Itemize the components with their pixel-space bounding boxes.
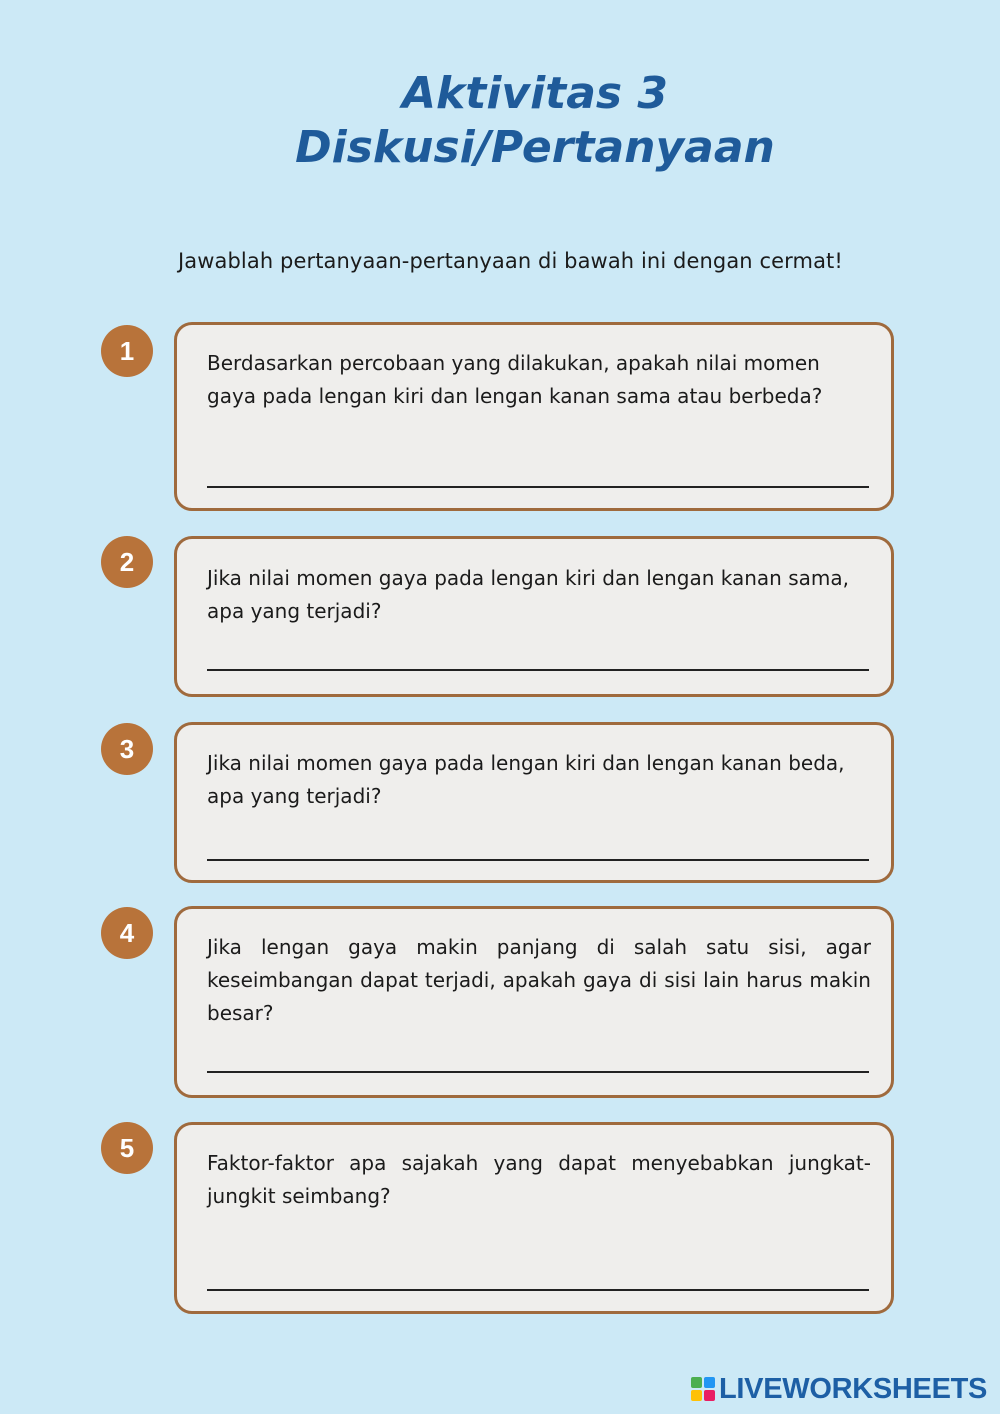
- logo-text: LIVEWORKSHEETS: [719, 1373, 988, 1405]
- liveworksheets-logo[interactable]: [691, 1374, 987, 1404]
- answer-field-4[interactable]: [207, 1071, 869, 1073]
- question-card-4: [174, 906, 894, 1098]
- question-card-3: [174, 722, 894, 883]
- liveworksheets-logo-icon: [691, 1377, 715, 1401]
- question-text-5: Faktor-faktor apa sajakah yang dapat menyebabkan jungkat-jungkit seimbang?: [207, 1151, 871, 1208]
- question-number-badge-3: 3: [101, 723, 153, 775]
- question-text-2: Jika nilai momen gaya pada lengan kiri dan lengan kanan sama, apa yang terjadi?: [207, 566, 849, 623]
- question-text-3: Jika nilai momen gaya pada lengan kiri dan lengan kanan beda, apa yang terjadi?: [207, 751, 845, 808]
- question-number-badge-5: 5: [101, 1122, 153, 1174]
- question-card-1: [174, 322, 894, 511]
- page-title-line1: Aktivitas 3: [401, 68, 669, 119]
- question-number-badge-1: 1: [101, 325, 153, 377]
- instruction-text: Jawablah pertanyaan-pertanyaan di bawah ini dengan cermat!: [178, 249, 843, 273]
- question-card-5: [174, 1122, 894, 1314]
- page-title-line2: Diskusi/Pertanyaan: [295, 122, 775, 173]
- answer-field-2[interactable]: [207, 669, 869, 671]
- answer-field-5[interactable]: [207, 1289, 869, 1291]
- question-text-4: Jika lengan gaya makin panjang di salah satu sisi, agar keseimbangan dapat terjadi, apakah gaya di sisi lain harus makin besar?: [207, 935, 871, 1025]
- answer-field-3[interactable]: [207, 859, 869, 861]
- answer-field-1[interactable]: [207, 486, 869, 488]
- question-number-badge-4: 4: [101, 907, 153, 959]
- question-card-2: [174, 536, 894, 697]
- question-number-badge-2: 2: [101, 536, 153, 588]
- question-text-1: Berdasarkan percobaan yang dilakukan, apakah nilai momen gaya pada lengan kiri dan lengan kanan sama atau berbeda?: [207, 351, 823, 408]
